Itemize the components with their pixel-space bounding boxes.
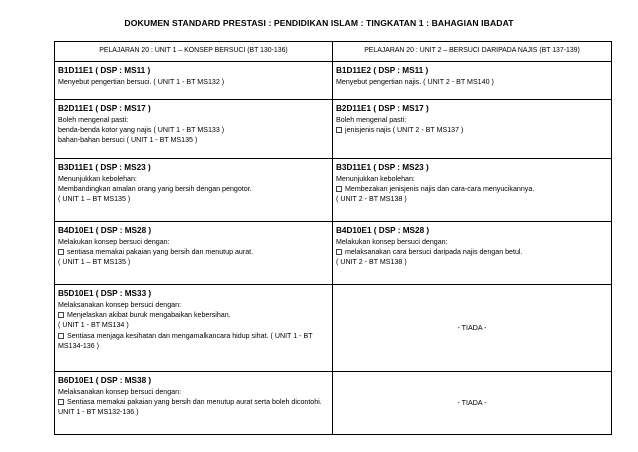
line-text: Menunjukkan kebolehan:	[336, 175, 415, 183]
standard-code: B3D11E1 ( DSP : MS23 )	[58, 163, 151, 172]
standard-cell-unit-2	[333, 285, 612, 372]
standard-code: B3D11E1 ( DSP : MS23 )	[336, 163, 429, 172]
standard-description-line	[58, 310, 329, 320]
standard-description-line	[336, 194, 608, 204]
line-text: ( UNIT 1 – BT MS135 )	[58, 258, 131, 267]
line-text: ( UNIT 2 - BT MS138 )	[336, 195, 407, 204]
standard-code: B1D11E2 ( DSP : MS11 )	[336, 66, 429, 75]
table-row	[55, 372, 612, 435]
standard-cell-unit-1	[55, 159, 333, 222]
standard-code: B5D10E1 ( DSP : MS33 )	[58, 289, 152, 298]
standard-description-line	[336, 77, 608, 87]
line-text: Boleh mengenal pasti:	[336, 116, 407, 124]
standard-description-line	[58, 397, 329, 417]
standard-cell-unit-1	[55, 62, 333, 100]
line-text: Membezakan jenisjenis najis dan cara-cara menyucikannya.	[345, 185, 535, 194]
standard-description-line	[58, 125, 329, 135]
line-text: ( UNIT 1 – BT MS135 )	[58, 195, 131, 204]
bullet-box-icon	[336, 127, 342, 133]
bullet-box-icon	[58, 312, 64, 318]
line-text: benda-benda kotor yang najis ( UNIT 1 - BT MS133 )	[58, 126, 225, 135]
standard-description-line	[336, 184, 608, 194]
line-text: Menyebut pengertian najis. ( UNIT 2 - BT MS140 )	[336, 78, 494, 86]
line-text: Sentiasa memakai pakaian yang bersih dan menutup aurat serta boleh dicontohi. UNIT 1 - BT MS132-136 )	[58, 398, 322, 417]
standard-cell-unit-2	[333, 62, 612, 100]
line-text: Melaksanakan konsep bersuci dengan:	[58, 301, 182, 309]
bullet-box-icon	[58, 249, 64, 255]
tiada-label: - TIADA -	[457, 398, 487, 407]
table-row	[55, 159, 612, 222]
table-row	[55, 62, 612, 100]
standard-table	[54, 41, 612, 435]
standard-description-line	[336, 115, 608, 125]
standard-code: B2D11E1 ( DSP : MS17 )	[336, 104, 429, 113]
standard-code: B1D11E1 ( DSP : MS11 )	[58, 66, 151, 75]
line-text: Melakukan konsep bersuci dengan:	[58, 238, 170, 246]
line-text: melaksanakan cara bersuci daripada najis dengan betul.	[345, 248, 523, 257]
standard-description-line	[336, 174, 608, 184]
tiada-label: - TIADA -	[457, 323, 487, 332]
line-text: Melaksanakan konsep bersuci dengan:	[58, 388, 182, 396]
standard-description-line	[58, 135, 329, 145]
standard-description-line	[58, 237, 329, 247]
line-text: Menjelaskan akibat buruk mengabaikan kebersihan.	[67, 311, 231, 320]
line-text: ( UNIT 1 - BT MS134 )	[58, 321, 129, 330]
line-text: Melakukan konsep bersuci dengan:	[336, 238, 448, 246]
line-text: jenisjenis najis ( UNIT 2 - BT MS137 )	[345, 126, 464, 135]
line-text: bahan-bahan bersuci ( UNIT 1 - BT MS135 )	[58, 136, 198, 145]
standard-cell-unit-1	[55, 100, 333, 159]
standard-description-line	[58, 174, 329, 184]
header-unit-2: PELAJARAN 20 : UNIT 2 – BERSUCI DARIPADA NAJIS (BT 137-139)	[333, 42, 612, 62]
header-row	[55, 42, 612, 62]
standard-code: B4D10E1 ( DSP : MS28 )	[336, 226, 430, 235]
standard-cell-unit-2	[333, 222, 612, 285]
table-body	[55, 42, 612, 435]
standard-description-line	[58, 387, 329, 397]
standard-cell-unit-1	[55, 285, 333, 372]
standard-description-line	[58, 184, 329, 194]
table-row	[55, 222, 612, 285]
line-text: Boleh mengenal pasti:	[58, 116, 129, 124]
bullet-box-icon	[336, 186, 342, 192]
standard-cell-unit-2	[333, 372, 612, 435]
document-title: DOKUMEN STANDARD PRESTASI : PENDIDIKAN ISLAM : TINGKATAN 1 : BAHAGIAN IBADAT	[124, 18, 514, 28]
standard-description-line	[336, 247, 608, 257]
standard-code: B4D10E1 ( DSP : MS28 )	[58, 226, 152, 235]
standard-cell-unit-1	[55, 222, 333, 285]
line-text: Menyebut pengertian bersuci. ( UNIT 1 - BT MS132 )	[58, 78, 225, 86]
standard-description-line	[58, 300, 329, 310]
standard-description-line	[336, 257, 608, 267]
table-row	[55, 285, 612, 372]
bullet-box-icon	[336, 249, 342, 255]
standard-description-line	[58, 77, 329, 87]
standard-description-line	[58, 331, 329, 351]
bullet-box-icon	[58, 333, 64, 339]
standard-cell-unit-1	[55, 372, 333, 435]
standard-code: B2D11E1 ( DSP : MS17 )	[58, 104, 151, 113]
header-unit-1: PELAJARAN 20 : UNIT 1 – KONSEP BERSUCI (BT 130-136)	[55, 42, 333, 62]
line-text: Menunjukkan kebolehan:	[58, 175, 137, 183]
line-text: Membandingkan amalan orang yang bersih dengan pengotor.	[58, 185, 252, 194]
standard-cell-unit-2	[333, 100, 612, 159]
standard-description-line	[336, 237, 608, 247]
standard-description-line	[58, 247, 329, 257]
standard-description-line	[58, 257, 329, 267]
line-text: ( UNIT 2 - BT MS138 )	[336, 258, 407, 267]
line-text: Sentiasa menjaga kesihatan dan mengamalkancara hidup sihat. ( UNIT 1 - BT MS134-136 )	[58, 331, 313, 350]
standard-description-line	[336, 125, 608, 135]
standard-cell-unit-2	[333, 159, 612, 222]
standard-description-line	[58, 320, 329, 330]
standard-description-line	[58, 194, 329, 204]
bullet-box-icon	[58, 399, 64, 405]
line-text: sentiasa memakai pakaian yang bersih dan menutup aurat.	[67, 248, 254, 257]
standard-code: B6D10E1 ( DSP : MS38 )	[58, 376, 152, 385]
table-row	[55, 100, 612, 159]
standard-description-line	[58, 115, 329, 125]
